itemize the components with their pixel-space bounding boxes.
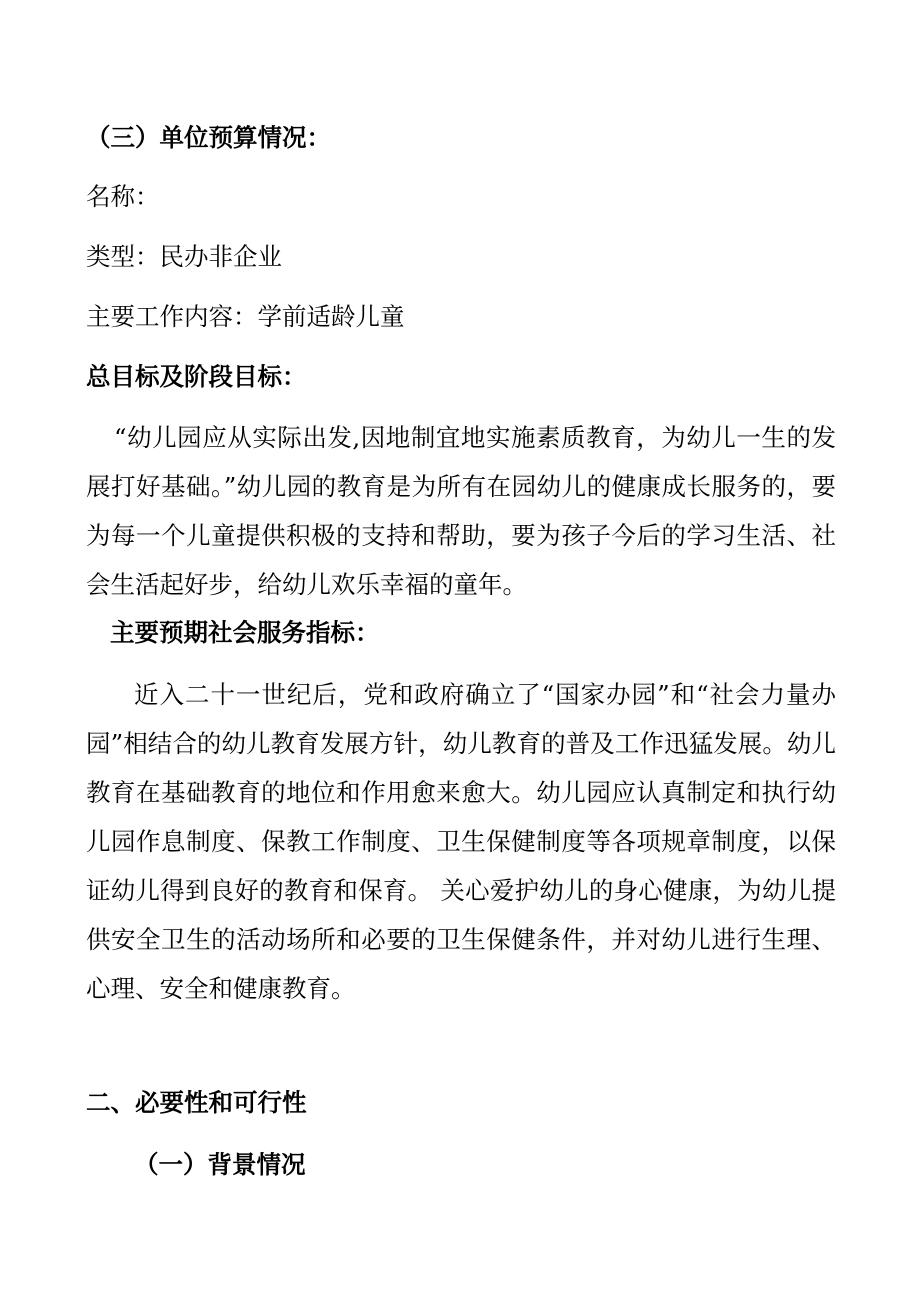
work-content-line: 主要工作内容：学前适龄儿童 bbox=[86, 302, 405, 331]
type-line: 类型：民办非企业 bbox=[86, 242, 282, 271]
goals-heading: 总目标及阶段目标： bbox=[86, 362, 307, 391]
section-3-heading: （三）单位预算情况： bbox=[86, 123, 331, 152]
goals-paragraph: “幼儿园应从实际出发,因地制宜地实施素质教育，为幼儿一生的发展打好基础。”幼儿园的教育是为所有在园幼儿的健康成长服务的，要为每一个儿童提供积极的支持和帮助，要为孩子今后的学习生活、社会生活起好步，给幼儿欢乐幸福的童年。 bbox=[86, 423, 836, 599]
section-2-heading: 二、必要性和可行性 bbox=[86, 1088, 307, 1117]
indicators-paragraph: 近入二十一世纪后，党和政府确立了“国家办园”和“社会力量办园”相结合的幼儿教育发展方针，幼儿教育的普及工作迅猛发展。幼儿教育在基础教育的地位和作用愈来愈大。幼儿园应认真制定和执行幼儿园作息制度、保教工作制度、卫生保健制度等各项规章制度，以保证幼儿得到良好的教育和保育。 关心爱护幼儿的身心健康，为幼儿提供安全卫生的活动场所和必要的卫生保健条件，并对幼儿进行生理、心理、安全和健康教育。 bbox=[86, 680, 836, 1003]
indicators-heading: 主要预期社会服务指标： bbox=[110, 618, 380, 647]
subsection-1-heading: （一）背景情况 bbox=[134, 1150, 306, 1179]
name-label: 名称： bbox=[86, 182, 160, 211]
